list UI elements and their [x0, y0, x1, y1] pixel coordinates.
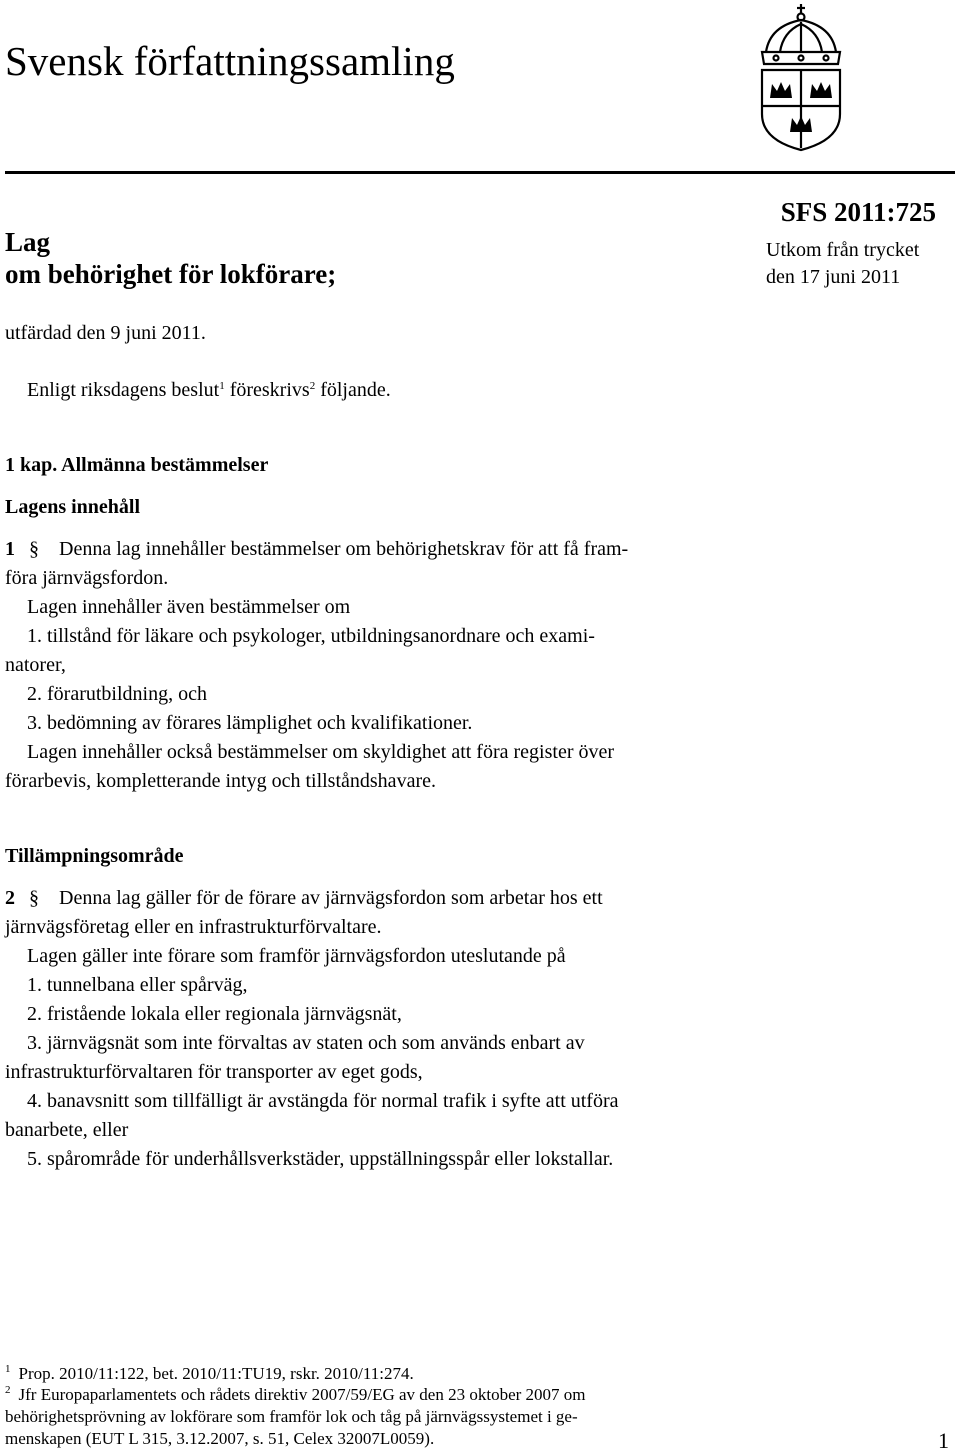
content-line-7: 3. bedömning av förares lämplighet och kvalifikationer.: [27, 712, 473, 734]
origin-line-1: Utkom från trycket: [766, 239, 920, 261]
scope-line-6: 3. järnvägsnät som inte förvaltas av staten och som används enbart av: [27, 1032, 585, 1054]
footnote-2-line-1: Jfr Europaparlamentets och rådets direktiv 2007/59/EG av den 23 oktober 2007 om: [18, 1385, 586, 1404]
decision-sentence: [27, 378, 391, 402]
scope-line-10: 5. spårområde för underhållsverkstäder, uppställningsspår eller lokstallar.: [27, 1148, 614, 1170]
scope-line-1: Denna lag gäller för de förare av järnvägsfordon som arbetar hos ett: [59, 887, 603, 909]
issued-date: utfärdad den 9 juni 2011.: [5, 322, 206, 344]
content-line-4: 1. tillstånd för läkare och psykologer, utbildningsanordnare och exami-: [27, 625, 595, 647]
paragraph-sign-2: §: [29, 887, 39, 909]
scope-line-4: 1. tunnelbana eller spårväg,: [27, 974, 248, 996]
law-title-line-2: om behörighet för lokförare;: [5, 259, 337, 289]
content-line-2: föra järnvägsfordon.: [5, 567, 169, 589]
origin-line-2: den 17 juni 2011: [766, 266, 901, 288]
scope-line-9: banarbete, eller: [5, 1119, 129, 1141]
footnote-2-num: 2: [5, 1384, 11, 1396]
swedish-lesser-coat-of-arms-icon: [752, 2, 850, 152]
decision-text-b: föreskrivs: [224, 379, 310, 401]
content-line-9: förarbevis, kompletterande intyg och tillståndshavare.: [5, 770, 436, 792]
paragraph-1-num: 1: [5, 538, 15, 560]
section-heading-scope: Tillämpningsområde: [5, 845, 184, 867]
scope-line-8: 4. banavsnitt som tillfälligt är avstängda för normal trafik i syfte att utföra: [27, 1090, 619, 1112]
footnote-2-line-2: behörighetsprövning av lokförare som framför lok och tåg på järnvägssystemet i ge-: [5, 1407, 578, 1426]
sfs-number: SFS 2011:725: [780, 197, 936, 227]
decision-text-a: Enligt riksdagens beslut: [27, 379, 220, 401]
content-line-6: 2. förarutbildning, och: [27, 683, 207, 705]
footnote-1: [5, 1364, 414, 1384]
paragraph-1-number: [5, 537, 39, 561]
scope-line-7: infrastrukturförvaltaren för transporter av eget gods,: [5, 1061, 423, 1083]
publication-title: Svensk författningssamling: [5, 38, 455, 84]
footnote-1-num: 1: [5, 1363, 11, 1375]
content-line-5: natorer,: [5, 654, 66, 676]
page-number: 1: [938, 1428, 949, 1453]
footnote-2: [5, 1385, 586, 1405]
footnote-ref-1[interactable]: 1: [219, 380, 225, 392]
section-heading-content: Lagens innehåll: [5, 496, 141, 518]
footnote-1-text: Prop. 2010/11:122, bet. 2010/11:TU19, rskr. 2010/11:274.: [18, 1364, 414, 1383]
scope-line-2: järnvägsföretag eller en infrastrukturförvaltare.: [5, 916, 382, 938]
decision-text-c: följande.: [315, 379, 391, 401]
paragraph-2-number: [5, 886, 39, 910]
scope-line-5: 2. fristående lokala eller regionala järnvägsnät,: [27, 1003, 402, 1025]
content-line-8: Lagen innehåller också bestämmelser om skyldighet att föra register över: [27, 741, 615, 763]
header-rule: [5, 171, 955, 174]
content-line-3: Lagen innehåller även bestämmelser om: [27, 596, 351, 618]
content-line-1: Denna lag innehåller bestämmelser om behörighetskrav för att få fram-: [59, 538, 629, 560]
footnote-2-line-3: menskapen (EUT L 315, 3.12.2007, s. 51, Celex 32007L0059).: [5, 1429, 435, 1448]
footnote-ref-2[interactable]: 2: [309, 380, 316, 392]
law-title-line-1: Lag: [5, 227, 51, 257]
chapter-heading: 1 kap. Allmänna bestämmelser: [5, 454, 269, 476]
scope-line-3: Lagen gäller inte förare som framför järnvägsfordon uteslutande på: [27, 945, 566, 967]
paragraph-sign-1: §: [29, 538, 39, 560]
paragraph-2-num: 2: [5, 887, 15, 909]
